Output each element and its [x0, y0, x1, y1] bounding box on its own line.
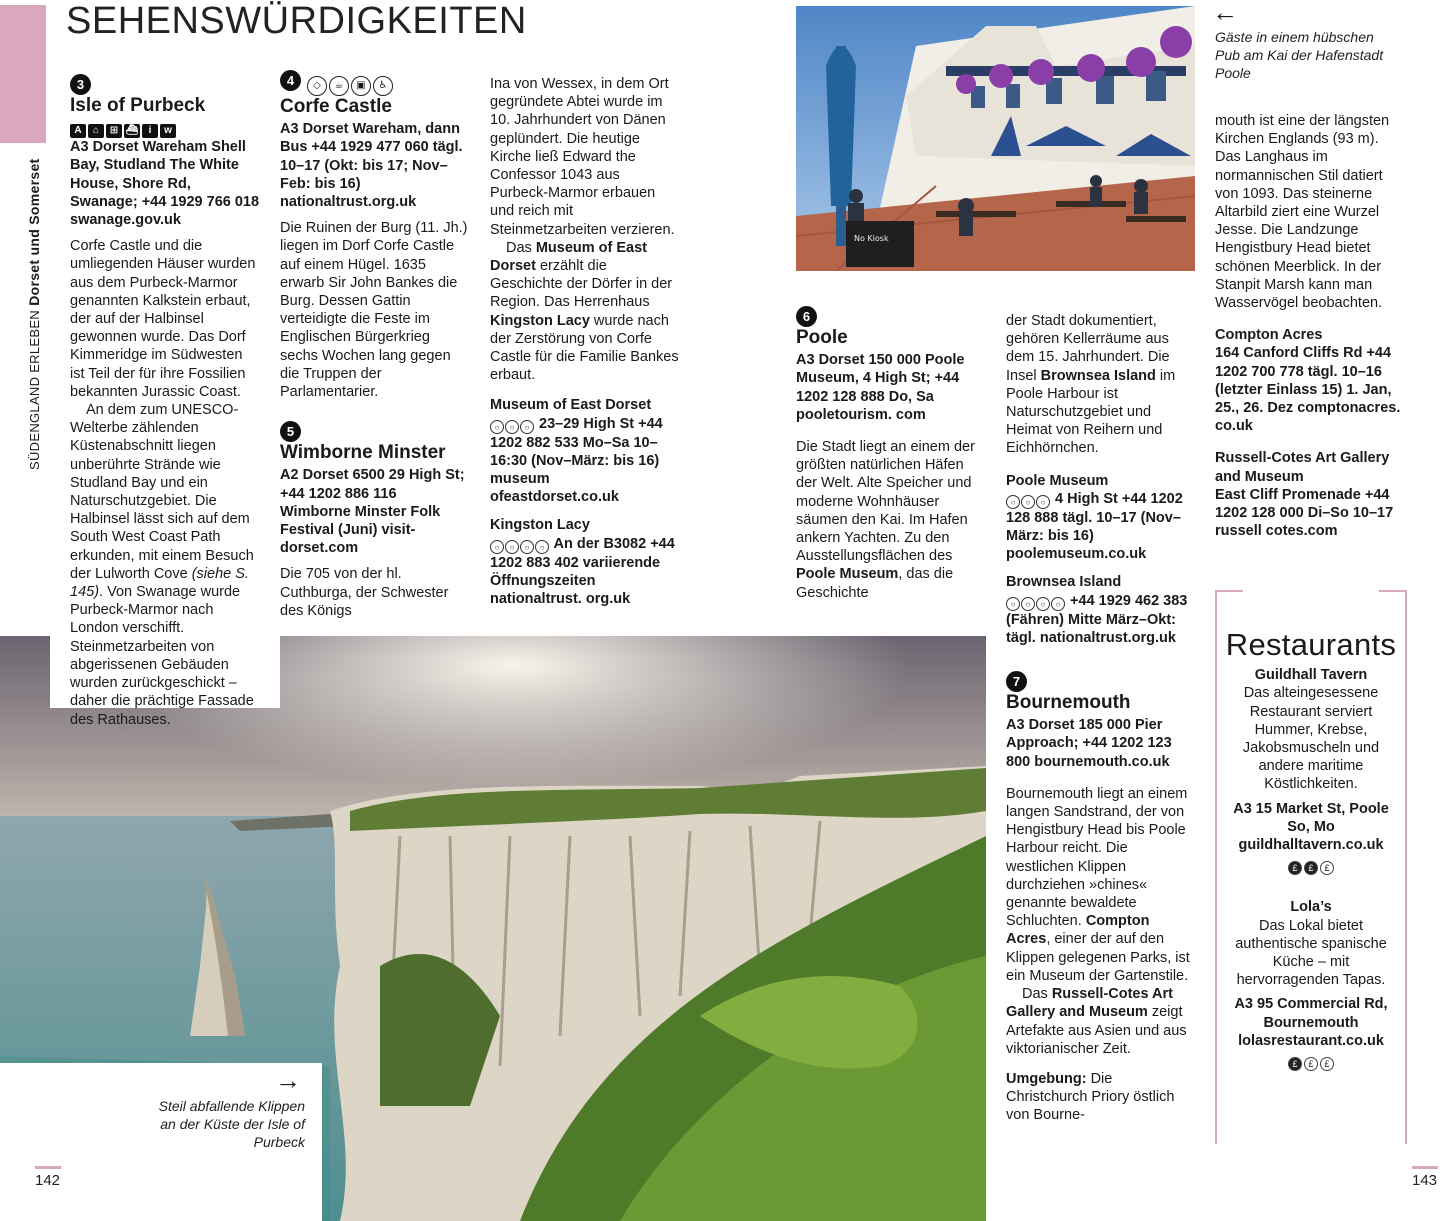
- column-bournemouth-continued: [1215, 112, 1407, 548]
- paragraph: Die 705 von der hl. Cuthburga, der Schwester des Königs: [280, 566, 449, 619]
- price-level-icon: £: [1320, 861, 1334, 875]
- info-text: 4 High St +44 1202 128 888 tägl. 10–17 (Nov–März: bis 16) poolemuseum.co.uk: [1006, 490, 1183, 563]
- text-run: Die Christchurch Priory östlich von Bourne-: [1006, 1070, 1175, 1124]
- cafe-icon: ○: [1021, 495, 1035, 509]
- bold-term: Russell-Cotes Art Gallery and Museum: [1006, 986, 1173, 1021]
- paragraph: Ina von Wessex, in dem Ort gegründete Abtei wurde im 10. Jahrhundert von Dänen geplündert. Die heutige Kirche ließ Edward the Confessor 1043 aus Purbeck-Marmor erbauen und reich mit Steinmetzarbeiten verzieren.: [490, 76, 675, 238]
- bold-term: Poole Museum: [796, 566, 899, 583]
- train-icon: ⊞: [106, 124, 122, 138]
- shop-icon: ○: [520, 420, 534, 434]
- restaurant-name: Lola’s: [1290, 899, 1332, 916]
- caption-arrow-right: →: [275, 1065, 301, 1095]
- entry-title-corfe-castle: Corfe Castle: [280, 96, 392, 117]
- entry-title-wimborne-minster: Wimborne Minster: [280, 442, 446, 464]
- subentry-info: [1006, 592, 1196, 647]
- entry-info-corfe-castle: A3 Dorset Wareham, dann Bus +44 1929 477 060 tägl. 10–17 (Okt: bis 17; Nov–Feb: bis 16) nationaltrust.org.uk: [280, 121, 463, 211]
- entry-info-wimborne-minster: A2 Dorset 6500 29 High St; +44 1202 886 116 Wimborne Minster Folk Festival (Juni) visit-dorset.com: [280, 467, 465, 557]
- region-icon: ⌂: [88, 124, 104, 138]
- guided-tour-icon: ○: [1006, 597, 1020, 611]
- cafe-icon: ○: [505, 420, 519, 434]
- restaurant-description: Das Lokal bietet authentische spanische Küche – mit hervorragenden Tapas.: [1235, 917, 1387, 989]
- photo-poole-pub: [796, 6, 1195, 271]
- entry-number-5: 5: [280, 421, 301, 442]
- subentry-info: 164 Canford Cliffs Rd +44 1202 700 778 tägl. 10–16 (letzter Einlass 15) 1. Jan, 25., 26. Dez comptonacres. co.uk: [1215, 345, 1401, 435]
- entry-title-bournemouth: Bournemouth: [1006, 692, 1131, 714]
- restaurant-info: A3 15 Market St, Poole So, Mo guildhalltavern.co.uk: [1233, 800, 1389, 854]
- guided-tour-icon: ○: [490, 420, 504, 434]
- svg-text:No Kiosk: No Kiosk: [854, 234, 889, 243]
- bold-term: Umgebung:: [1006, 1070, 1087, 1087]
- column-isle-of-purbeck: [70, 74, 260, 729]
- paragraph: [1006, 312, 1196, 458]
- bold-term: Kingston Lacy: [490, 312, 590, 329]
- entry-info-isle-of-purbeck: [70, 119, 260, 229]
- price-level-icon: £: [1288, 861, 1302, 875]
- cafe-icon: ☕: [329, 76, 349, 96]
- page-title: SEHENSWÜRDIGKEITEN: [66, 0, 527, 42]
- caption-pub: Gäste in einem hübschen Pub am Kai der Hafenstadt Poole: [1215, 29, 1384, 81]
- info-text: An der B3082 +44 1202 883 402 variierende Öffnungszeiten nationaltrust. org.uk: [490, 535, 675, 608]
- page-number-tick-left: [35, 1166, 61, 1169]
- paragraph: [796, 438, 986, 602]
- shop-icon: ○: [1051, 597, 1065, 611]
- info-text: 23–29 High St +44 1202 882 533 Mo–Sa 10–16:30 (Nov–März: bis 16) museum ofeastdorset.co.uk: [490, 415, 663, 506]
- cafe-icon: ○: [1036, 597, 1050, 611]
- price-level-icon: £: [1304, 861, 1318, 875]
- side-region-label: Dorset und Somerset: [26, 158, 42, 306]
- restaurant-info: A3 95 Commercial Rd, Bournemouth lolasrestaurant.co.uk: [1234, 996, 1388, 1049]
- page-number-left: 142: [35, 1172, 61, 1189]
- restaurants-box: [1215, 627, 1407, 1072]
- restaurants-title: Restaurants: [1225, 627, 1397, 662]
- text-run: Das: [1022, 986, 1052, 1003]
- restaurant-icon: ○: [505, 540, 519, 554]
- side-section-label: SÜDENGLAND ERLEBEN: [27, 310, 42, 470]
- entry-info-poole: A3 Dorset 150 000 Poole Museum, 4 High St; +44 1202 128 888 Do, Sa pooletourism. com: [796, 352, 965, 423]
- entry-title-poole: Poole: [796, 327, 848, 348]
- guided-tour-icon: ○: [490, 540, 504, 554]
- map-grid-icon: A: [70, 124, 86, 138]
- bold-term: Compton Acres: [1006, 913, 1150, 948]
- text-run: Bournemouth liegt an einem langen Sandstrand, der von Hengistbury Head bis Poole Harbour reicht. Die westlichen Klippen durchziehen »chines« genannte bewaldete Schluchten.: [1006, 785, 1188, 930]
- restaurant-icon: ○: [1021, 597, 1035, 611]
- entry-number-4: 4: [280, 70, 301, 91]
- side-running-head: [26, 159, 42, 471]
- column-poole-continued: [1006, 312, 1196, 1125]
- price-rating: [1215, 858, 1407, 876]
- paragraph: [1006, 785, 1196, 985]
- subentry-info: [490, 535, 680, 609]
- page-number-tick-right: [1412, 1166, 1438, 1169]
- subentry-info: [490, 415, 680, 507]
- price-level-icon: £: [1288, 1057, 1302, 1071]
- column-wimborne-continued: [490, 75, 680, 616]
- guided-tour-icon: ◇: [307, 76, 327, 96]
- subentry-title: Museum of East Dorset: [490, 397, 652, 414]
- restaurant-name: Guildhall Tavern: [1254, 667, 1368, 684]
- tourist-info-icon: i: [142, 124, 158, 138]
- paragraph: [490, 239, 680, 385]
- section-color-tab: [0, 5, 46, 143]
- entry-info-bournemouth: A3 Dorset 185 000 Pier Approach; +44 1202 123 800 bournemouth.co.uk: [1006, 717, 1172, 770]
- subentry-title: Kingston Lacy: [490, 517, 590, 534]
- text-run: An dem zum UNESCO-Welterbe zählenden Küstenabschnitt liegen unberührte Strände wie Studland Bay und ein Naturschutzgebiet. Die Halbinsel lässt sich auf dem South West Coast Path erkunden, mit einem Besuch der Lulworth Cove: [70, 402, 254, 582]
- bold-term: Museum of East Dorset: [490, 239, 648, 275]
- guided-tour-icon: ○: [1006, 495, 1020, 509]
- paragraph: [1006, 1070, 1196, 1125]
- subentry-info: [1006, 490, 1196, 564]
- ferry-icon: ⛴: [125, 125, 139, 137]
- text-run: der Stadt dokumentiert, gehören Kellerräume aus dem 15. Jahrhundert. Die Insel: [1006, 313, 1170, 384]
- wheelchair-icon: ○: [1036, 495, 1050, 509]
- column-corfe-wimborne: [280, 70, 470, 620]
- paragraph: mouth ist eine der längsten Kirchen Englands (93 m). Das Langhaus im normannischen Stil datiert von 1093. Das steinerne Altarbild ziert eine Wurzel Jesse. Die Landzunge Hengistbury Head bietet schönen Meerblick. In der Stanpit Marsh kann man Wasservögel beobachten.: [1215, 113, 1390, 312]
- subentry-info: East Cliff Promenade +44 1202 128 000 Di–So 10–17 russell cotes.com: [1215, 486, 1394, 540]
- text-run: , das die Geschichte: [796, 566, 954, 601]
- info-text: +44 1929 462 383 (Fähren) Mitte März–Okt: tägl. nationaltrust.org.uk: [1006, 592, 1188, 646]
- cafe-icon: ○: [520, 540, 534, 554]
- text-run: Die Stadt liegt an einem der größten natürlichen Häfen der Welt. Alte Speicher und moderne Wohnhäuser säumen den Kai. Im Hafen ankern Yachten. Zu den Ausstellungsflächen des: [796, 439, 975, 565]
- subentry-title: Russell-Cotes Art Gallery and Museum: [1215, 450, 1390, 485]
- shop-icon: ○: [535, 540, 549, 554]
- paragraph: [1006, 985, 1196, 1058]
- price-level-icon: £: [1304, 1057, 1318, 1071]
- pub-photo-illustration: [796, 6, 1195, 271]
- entry-number-3: 3: [70, 74, 91, 95]
- text-run: Das: [506, 239, 536, 256]
- subentry-title: Poole Museum: [1006, 472, 1109, 489]
- web-icon: w: [160, 124, 176, 138]
- entry-number-7: 7: [1006, 671, 1027, 692]
- paragraph: Corfe Castle und die umliegenden Häuser wurden aus dem Purbeck-Marmor genannten Kalkstein erbaut, der auf der Halbinsel gewonnen wurde. Das Dorf Kimmeridge im Südwesten ist Teil der für ihre Fossilien bekannten Jurassic Coast.: [70, 238, 256, 400]
- restaurant-description: Das alteingesessene Restaurant serviert Hummer, Krebse, Jakobsmuscheln und andere maritime Köstlichkeiten.: [1242, 685, 1380, 793]
- shop-icon: ▣: [351, 76, 371, 96]
- text-run: , einer der auf den Klippen gelegenen Parks, ist ein Museum der Gartenstile.: [1006, 931, 1190, 984]
- text-run: erzählt die Geschichte der Dörfer in der Region. Das Herrenhaus: [490, 258, 673, 311]
- price-level-icon: £: [1320, 1057, 1334, 1071]
- bold-term: Brownsea Island: [1040, 367, 1156, 384]
- paragraph: Die Ruinen der Burg (11. Jh.) liegen im Dorf Corfe Castle auf einem Hügel. 1635 erwarb Sir John Bankes die Burg. Dessen Gattin verteidigte die Feste im Englischen Bürgerkrieg sechs Wochen lang gegen die Truppen der Parlamentarier.: [280, 220, 468, 401]
- entry-number-6: 6: [796, 306, 817, 327]
- entry-header-corfe: [280, 70, 470, 96]
- caption-arrow-left: ←: [1212, 0, 1238, 27]
- wheelchair-icon: ♿: [373, 76, 393, 96]
- entry-title-isle-of-purbeck: Isle of Purbeck: [70, 95, 206, 116]
- text-run: wurde nach der Zerstörung von Corfe Castle für die Familie Bankes erbaut.: [490, 312, 679, 384]
- page-number-right: 143: [1412, 1172, 1438, 1189]
- paragraph: [70, 401, 260, 729]
- page-reference: (siehe S. 145): [70, 565, 249, 601]
- price-rating: [1215, 1054, 1407, 1072]
- subentry-title: Brownsea Island: [1006, 574, 1122, 591]
- text-run: . Von Swanage wurde Purbeck-Marmor nach London verschifft. Steinmetzarbeiten von abgerissenen Gebäuden wurden zurückgeschickt – daher die prächtige Fassade des Rathauses.: [70, 584, 254, 728]
- column-poole: [796, 306, 986, 602]
- subentry-title: Compton Acres: [1215, 327, 1323, 344]
- info-text: A3 Dorset Wareham Shell Bay, Studland The White House, Shore Rd, Swanage; +44 1929 766 018 swanage.gov.uk: [70, 139, 260, 229]
- text-run: zeigt Artefakte aus Asien und aus viktorianischer Zeit.: [1006, 1004, 1187, 1057]
- text-run: im Poole Harbour ist Naturschutzgebiet und Heimat von Reihern und Eichhörnchen.: [1006, 367, 1176, 457]
- caption-cliffs: Steil abfallende Klippen an der Küste der Isle of Purbeck: [158, 1098, 305, 1150]
